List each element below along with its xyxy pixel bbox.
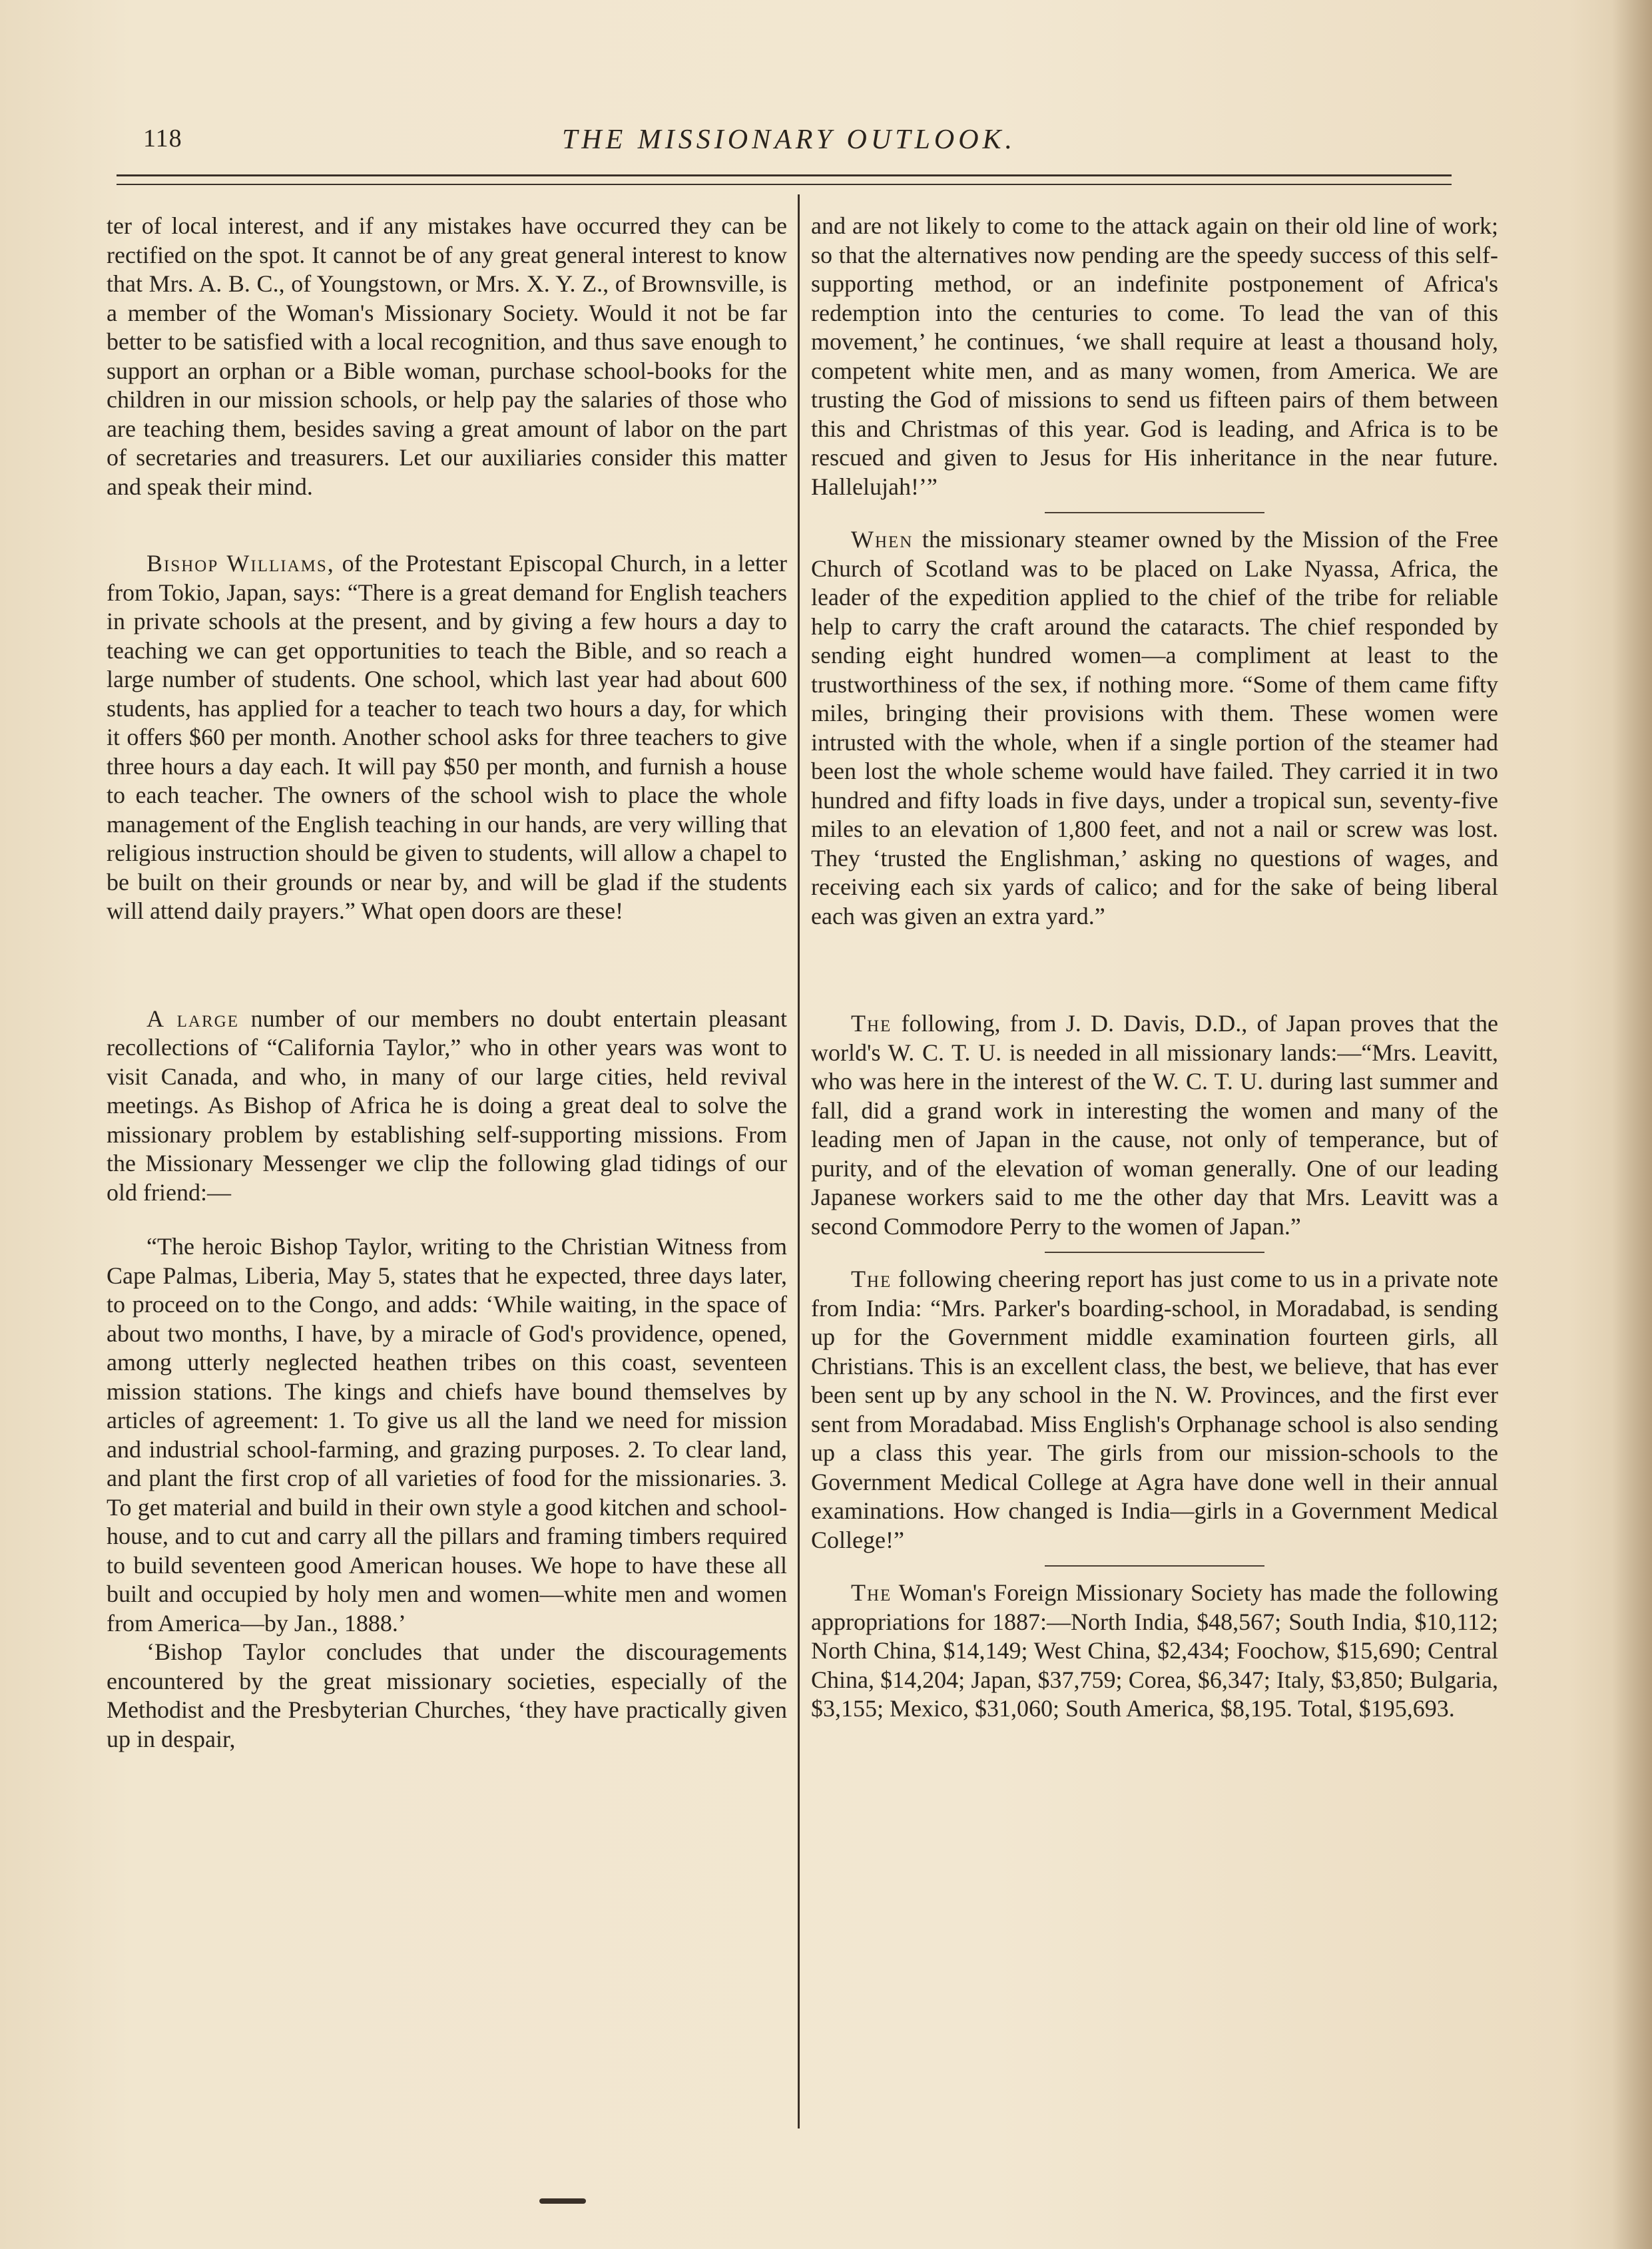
paragraph-text: number of our members no doubt entertain pleasant recollections of “California Taylor,” who in other years was wont to visit Canada, and who, in many of our large cities, held revival meetings. As Bishop of Africa he is doing a great deal to solve the missionary problem by establishing self-supporting missions. From the Missionary Messenger we clip the following glad tidings of our old friend:— <box>107 1005 787 1206</box>
left-column <box>107 212 787 1754</box>
paragraph-wctu-japan <box>811 1009 1498 1241</box>
paragraph-california-taylor <box>107 1005 787 1208</box>
paragraph-text: of the Protestant Episcopal Church, in a letter from Tokio, Japan, says: “There is a great demand for English teachers in private schools at the present, and by giving a few hours a day to teaching we can get opportunities to teach the Bible, and so reach a large number of students. One school, which last year had about 600 students, has applied for a teacher to teach two hours a day, for which it offers $60 per month. Another school asks for three teachers to give three hours a day each. It will pay $50 per month, and furnish a house to each teacher. The owners of the school wish to place the whole management of the English teaching in our hands, are very willing that religious instruction should be given to students, will allow a chapel to be built on their grounds or near by, and will be glad if the students will attend daily prayers.” What open doors are these! <box>107 550 787 924</box>
page-number: 118 <box>143 125 182 152</box>
column-divider <box>798 194 800 2128</box>
paragraph-bishop-taylor-concludes: ‘Bishop Taylor concludes that under the discouragements encountered by the great missionary societies, especially of the Methodist and the Presbyterian Churches, ‘they have practically given up in despair, <box>107 1638 787 1752</box>
lead-words: The <box>851 1579 892 1606</box>
paragraph-text: the missionary steamer owned by the Mission of the Free Church of Scotland was to be placed on Lake Nyassa, Africa, the leader of the expedition applied to the chief of the tribe for reliable help to carry the craft around the cataracts. The chief responded by sending eight hundred women—a compliment at least to the trustworthiness of the sex, if nothing more. “Some of them came fifty miles, bringing their provisions with them. These women were intrusted with the whole, when if a single portion of the steamer had been lost the whole scheme would have failed. They carried it in two hundred and fifty loads in five days, under a tropical sun, seventy-five miles to an elevation of 1,800 feet, and not a nail or screw was lost. They ‘trusted the Englishman,’ asking no questions of wages, and receiving each six yards of calico; and for the sake of being liberal each was given an extra yard.” <box>811 526 1498 929</box>
bottom-printer-mark <box>539 2198 586 2204</box>
paragraph-appropriations <box>811 1579 1498 1724</box>
lead-words: The <box>851 1010 892 1037</box>
paragraph-text: Woman's Foreign Missionary Society has made the following appropriations for 1887:—North India, $48,567; South India, $10,112; North China, $14,149; West China, $2,434; Foochow, $15,690; Central China, $14,204; Japan, $37,759; Corea, $6,347; Italy, $3,850; Bulgaria, $3,155; Mexico, $31,060; South America, $8,195. Total, $195,693. <box>811 1579 1498 1722</box>
lead-words: The <box>851 1266 892 1292</box>
paragraph-bishop-williams <box>107 549 787 926</box>
lead-words: A large <box>146 1005 239 1032</box>
paragraph-local-recognition: ter of local interest, and if any mistakes have occurred they can be rectified on the spot. It cannot be of any great general interest to know that Mrs. A. B. C., of Youngstown, or Mrs. X. Y. Z., of Brownsville, is a member of the Woman's Missionary Society. Would it not be far better to be satisfied with a local recognition, and thus save enough to support an orphan or a Bible woman, purchase school-books for the children in our mission schools, or help pay the salaries of those who are teaching them, besides saving a great amount of labor on the part of secretaries and treasurers. Let our auxiliaries consider this matter and speak their mind. <box>107 212 787 500</box>
section-separator <box>1045 512 1264 513</box>
lead-words: When <box>851 526 914 553</box>
section-separator <box>1045 1565 1264 1567</box>
section-separator <box>1045 1252 1264 1253</box>
page-spine-shadow <box>1612 0 1652 2249</box>
header-rule <box>117 174 1452 176</box>
paragraph-text: following cheering report has just come to us in a private note from India: “Mrs. Parker's boarding-school, in Moradabad, is sending up for the Government middle examination fourteen girls, all Christians. This is an excellent class, the best, we believe, that has ever been sent up by any school in the N. W. Provinces, and the first ever sent from Moradabad. Miss English's Orphanage school is also sending up a class this year. The girls from our mission-schools to the Government Medical College at Agra have done well in their annual examinations. How changed is India—girls in a Government Medical College!” <box>811 1266 1498 1553</box>
right-column <box>811 212 1498 1724</box>
lead-words: Bishop Williams, <box>146 550 335 577</box>
paragraph-text: following, from J. D. Davis, D.D., of Japan proves that the world's W. C. T. U. is needed in all missionary lands:—“Mrs. Leavitt, who was here in the interest of the W. C. T. U. during last summer and fall, did a grand work in interesting the women and many of the leading men of Japan in the cause, not only of temperance, but of purity, and of the elevation of woman generally. One of our leading Japanese workers said to me the other day that Mrs. Leavitt was a second Commodore Perry to the women of Japan.” <box>811 1010 1498 1240</box>
paragraph-india-report <box>811 1265 1498 1555</box>
paragraph-bishop-taylor-quote: “The heroic Bishop Taylor, writing to the Christian Witness from Cape Palmas, Liberia, May 5, states that he expected, three days later, to proceed on to the Congo, and adds: ‘While waiting, in the space of about two months, I have, by a miracle of God's providence, opened, among utterly neglected heathen tribes on this coast, seventeen mission stations. The kings and chiefs have bound themselves by articles of agreement: 1. To give us all the land we need for mission and industrial school-farming, and grazing purposes. 2. To clear land, and plant the first crop of all varieties of food for the missionaries. 3. To get material and build in their own style a good kitchen and school-house, and to cut and carry all the pillars and framing timbers required to build seventeen good American houses. We hope to have these all built and occupied by holy men and women—white men and women from America—by Jan., 1888.’ <box>107 1233 787 1636</box>
paragraph-continued-quote: and are not likely to come to the attack again on their old line of work; so that the alternatives now pending are the speedy success of this self-supporting method, or an indefinite postponement of Africa's redemption into the centuries to come. To lead the van of this movement,’ he continues, ‘we shall require at least a thousand holy, competent white men, and as many women, from America. We are trusting the God of missions to send us fifteen pairs of them between this and Christmas of this year. God is leading, and Africa is to be rescued and given to Jesus for His inheritance in the near future. Hallelujah!’” <box>811 212 1498 500</box>
page-header <box>137 120 1442 173</box>
paragraph-steamer-nyassa <box>811 525 1498 931</box>
header-rule-thin <box>117 184 1452 185</box>
journal-title: THE MISSIONARY OUTLOOK. <box>561 125 1017 155</box>
